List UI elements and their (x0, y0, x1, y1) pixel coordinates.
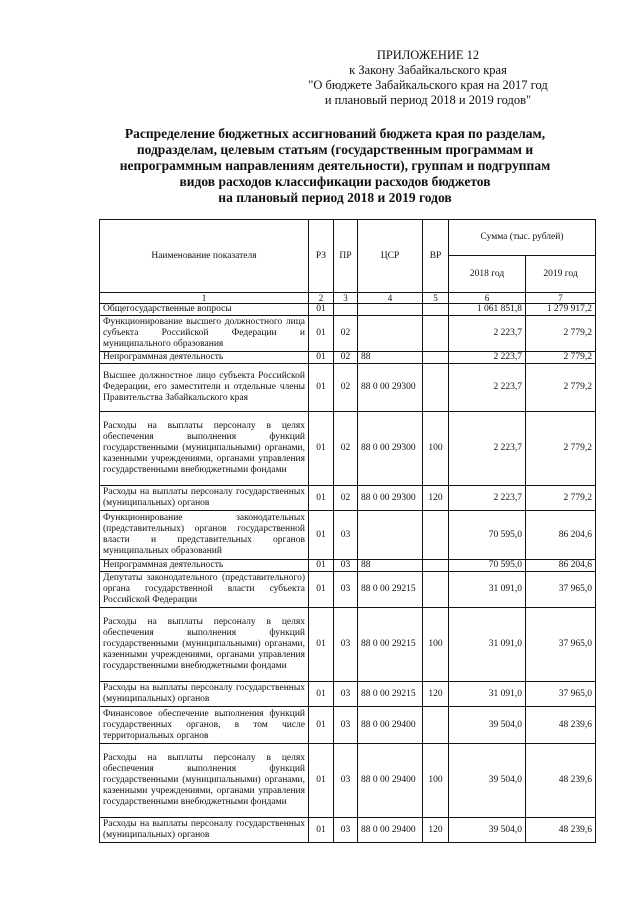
row-2019: 48 239,6 (526, 744, 596, 818)
row-pr: 03 (334, 818, 358, 843)
row-name: Функционирование законодательных (представительных) органов государственной власти и представительных органов муниципальных образований (100, 511, 309, 560)
row-pr: 02 (334, 364, 358, 412)
row-csr: 88 (358, 560, 423, 572)
header-name: Наименование показателя (100, 220, 309, 293)
row-csr: 88 0 00 29300 (358, 486, 423, 511)
row-pr: 02 (334, 486, 358, 511)
table-row (100, 511, 596, 560)
row-rz: 01 (309, 682, 334, 707)
row-rz: 01 (309, 304, 334, 316)
row-pr (334, 304, 358, 316)
row-vr (423, 511, 449, 560)
appendix-law-title-1: "О бюджете Забайкальского края на 2017 год (308, 78, 548, 92)
row-name: Расходы на выплаты персоналу в целях обеспечения выполнения функций государственными (муниципальными) органами, казенными учреждениями, органами управления государственными внебюджетными фондами (100, 608, 309, 682)
row-csr: 88 0 00 29215 (358, 682, 423, 707)
column-number: 3 (334, 293, 358, 304)
row-rz: 01 (309, 364, 334, 412)
row-rz: 01 (309, 707, 334, 744)
row-2019: 48 239,6 (526, 707, 596, 744)
row-csr (358, 316, 423, 352)
column-number: 5 (423, 293, 449, 304)
row-vr (423, 572, 449, 608)
row-pr: 03 (334, 744, 358, 818)
row-pr: 03 (334, 707, 358, 744)
row-rz: 01 (309, 572, 334, 608)
row-2019: 37 965,0 (526, 608, 596, 682)
row-pr: 03 (334, 608, 358, 682)
row-csr: 88 0 00 29400 (358, 707, 423, 744)
row-vr (423, 352, 449, 364)
row-2018: 70 595,0 (449, 560, 526, 572)
table-row (100, 707, 596, 744)
table-row (100, 486, 596, 511)
column-number-row (100, 293, 596, 304)
row-2018: 39 504,0 (449, 707, 526, 744)
row-2019: 1 279 917,2 (526, 304, 596, 316)
table-row (100, 744, 596, 818)
row-pr: 03 (334, 682, 358, 707)
column-number: 6 (449, 293, 526, 304)
row-2018: 39 504,0 (449, 818, 526, 843)
row-2018: 31 091,0 (449, 682, 526, 707)
title-line-2: подразделам, целевым статьям (государственным программам и (136, 142, 534, 157)
row-csr: 88 0 00 29300 (358, 364, 423, 412)
row-2018: 31 091,0 (449, 572, 526, 608)
table-row (100, 572, 596, 608)
row-name: Функционирование высшего должностного лица субъекта Российской Федерации и муниципального образования (100, 316, 309, 352)
row-name: Депутаты законодательного (представительного) органа государственной власти субъекта Российской Федерации (100, 572, 309, 608)
row-rz: 01 (309, 352, 334, 364)
header-sum: Сумма (тыс. рублей) (449, 220, 596, 256)
row-pr: 02 (334, 352, 358, 364)
row-2019: 37 965,0 (526, 682, 596, 707)
row-rz: 01 (309, 818, 334, 843)
row-name: Финансовое обеспечение выполнения функций государственных органов, в том числе территориальных органов (100, 707, 309, 744)
title-line-1: Распределение бюджетных ассигнований бюджета края по разделам, (124, 126, 546, 141)
header-rz: РЗ (309, 220, 334, 293)
row-rz: 01 (309, 316, 334, 352)
appendix-block (308, 48, 548, 108)
title-line-3: непрограммным направлениям деятельности), группам и подгруппам (119, 158, 551, 173)
row-vr (423, 707, 449, 744)
row-2019: 37 965,0 (526, 572, 596, 608)
row-2018: 70 595,0 (449, 511, 526, 560)
row-2019: 2 779,2 (526, 412, 596, 486)
row-2018: 2 223,7 (449, 352, 526, 364)
row-csr (358, 511, 423, 560)
row-rz: 01 (309, 608, 334, 682)
table-row (100, 412, 596, 486)
row-csr: 88 0 00 29400 (358, 744, 423, 818)
row-name: Общегосударственные вопросы (100, 304, 309, 316)
table-row (100, 352, 596, 364)
row-csr: 88 (358, 352, 423, 364)
row-2018: 39 504,0 (449, 744, 526, 818)
row-pr: 03 (334, 572, 358, 608)
row-vr: 100 (423, 608, 449, 682)
column-number: 2 (309, 293, 334, 304)
title-line-4: видов расходов классификации расходов бюджетов (179, 174, 491, 189)
row-csr: 88 0 00 29400 (358, 818, 423, 843)
header-2019: 2019 год (526, 256, 596, 293)
table-row (100, 608, 596, 682)
row-2018: 2 223,7 (449, 316, 526, 352)
row-name: Непрограммная деятельность (100, 560, 309, 572)
row-vr (423, 560, 449, 572)
appendix-law-title-2: и плановый период 2018 и 2019 годов" (324, 93, 532, 107)
table-row (100, 364, 596, 412)
appendix-law-ref: к Закону Забайкальского края (349, 63, 507, 77)
row-2019: 2 779,2 (526, 316, 596, 352)
row-2018: 2 223,7 (449, 486, 526, 511)
budget-table (99, 219, 596, 843)
row-rz: 01 (309, 744, 334, 818)
row-rz: 01 (309, 486, 334, 511)
document-title (100, 126, 570, 206)
row-pr: 02 (334, 412, 358, 486)
row-name: Высшее должностное лицо субъекта Российской Федерации, его заместители и отдельные члены Правительства Забайкальского края (100, 364, 309, 412)
row-name: Непрограммная деятельность (100, 352, 309, 364)
header-2018: 2018 год (449, 256, 526, 293)
row-csr: 88 0 00 29300 (358, 412, 423, 486)
header-pr: ПР (334, 220, 358, 293)
row-vr: 100 (423, 744, 449, 818)
table-row (100, 316, 596, 352)
appendix-label: ПРИЛОЖЕНИЕ 12 (376, 48, 480, 62)
row-pr: 02 (334, 316, 358, 352)
row-rz: 01 (309, 511, 334, 560)
row-2018: 31 091,0 (449, 608, 526, 682)
row-name: Расходы на выплаты персоналу государственных (муниципальных) органов (100, 682, 309, 707)
row-vr (423, 316, 449, 352)
row-2019: 2 779,2 (526, 352, 596, 364)
row-vr: 100 (423, 412, 449, 486)
row-csr: 88 0 00 29215 (358, 572, 423, 608)
row-pr: 03 (334, 511, 358, 560)
row-2019: 86 204,6 (526, 511, 596, 560)
row-2019: 2 779,2 (526, 364, 596, 412)
row-vr: 120 (423, 818, 449, 843)
row-vr (423, 304, 449, 316)
row-2018: 2 223,7 (449, 364, 526, 412)
row-2018: 2 223,7 (449, 412, 526, 486)
row-vr: 120 (423, 682, 449, 707)
row-csr (358, 304, 423, 316)
row-pr: 03 (334, 560, 358, 572)
row-rz: 01 (309, 560, 334, 572)
column-number: 4 (358, 293, 423, 304)
row-2019: 48 239,6 (526, 818, 596, 843)
header-vr: ВР (423, 220, 449, 293)
row-2019: 2 779,2 (526, 486, 596, 511)
row-name: Расходы на выплаты персоналу государственных (муниципальных) органов (100, 818, 309, 843)
row-2019: 86 204,6 (526, 560, 596, 572)
title-line-5: на плановый период 2018 и 2019 годов (218, 190, 452, 205)
row-2018: 1 061 851,8 (449, 304, 526, 316)
row-vr (423, 364, 449, 412)
header-csr: ЦСР (358, 220, 423, 293)
row-name: Расходы на выплаты персоналу государственных (муниципальных) органов (100, 486, 309, 511)
table-row (100, 818, 596, 843)
column-number: 1 (100, 293, 309, 304)
table-row (100, 304, 596, 316)
row-name: Расходы на выплаты персоналу в целях обеспечения выполнения функций государственными (муниципальными) органами, казенными учреждениями, органами управления государственными внебюджетными фондами (100, 412, 309, 486)
row-rz: 01 (309, 412, 334, 486)
column-number: 7 (526, 293, 596, 304)
table-row (100, 682, 596, 707)
row-vr: 120 (423, 486, 449, 511)
row-name: Расходы на выплаты персоналу в целях обеспечения выполнения функций государственными (муниципальными) органами, казенными учреждениями, органами управления государственными внебюджетными фондами (100, 744, 309, 818)
row-csr: 88 0 00 29215 (358, 608, 423, 682)
table-row (100, 560, 596, 572)
